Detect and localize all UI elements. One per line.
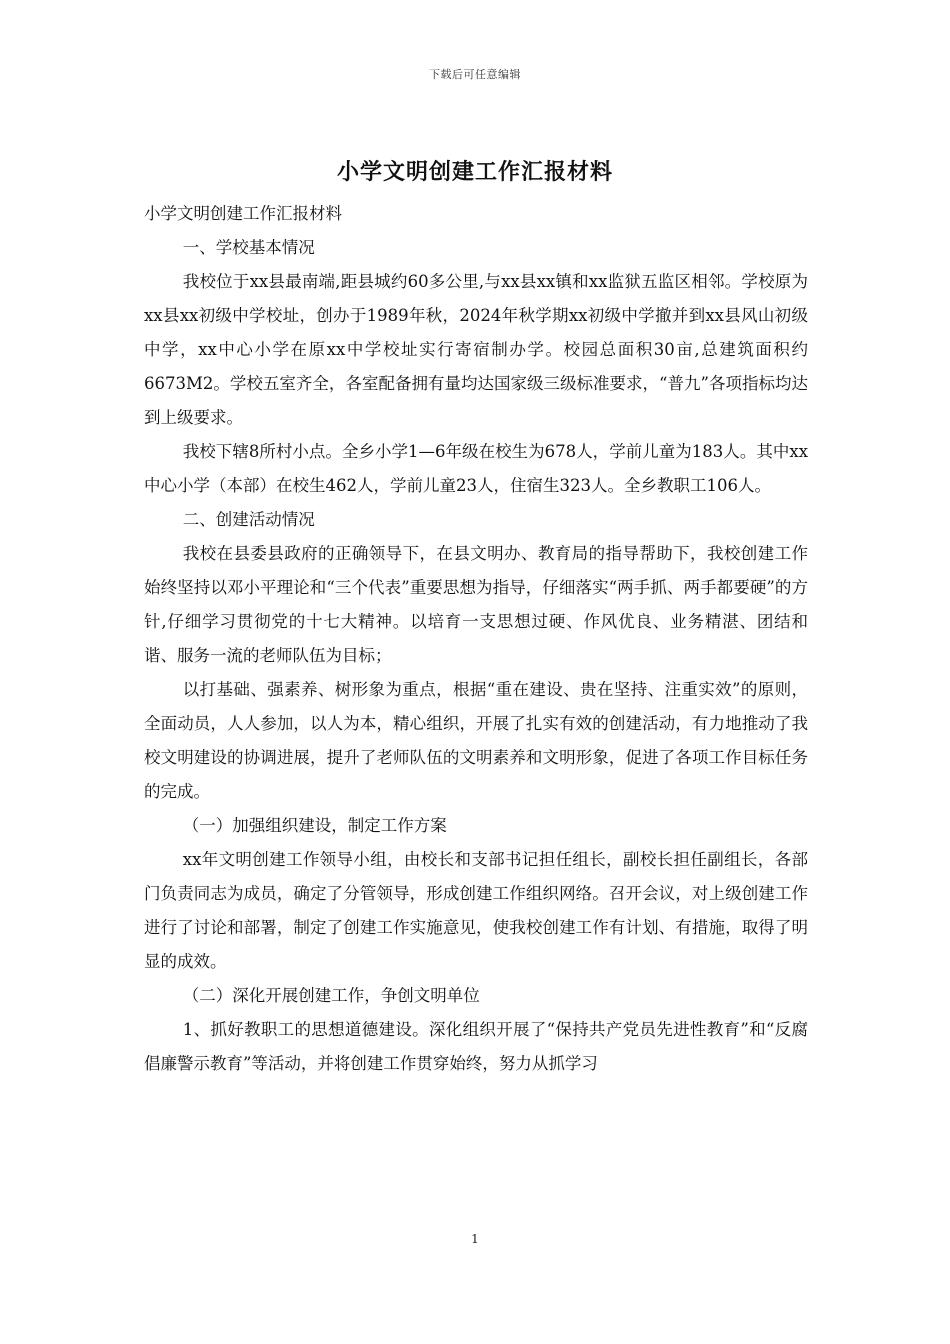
paragraph-principles: 以打基础、强素养、树形象为重点，根据“重在建设、贵在坚持、注重实效”的原则，全面动员，人人参加，以人为本，精心组织，开展了扎实有效的创建活动，有力地推动了我校文明建设的协调进展，提升了老师队伍的文明素养和文明形象，促进了各项工作目标任务的完成。 <box>144 680 808 801</box>
paragraph-leadership-group: xx年文明创建工作领导小组，由校长和支部书记担任组长，副校长担任副组长，各部门负责同志为成员，确定了分管领导，形成创建工作组织网络。召开会议，对上级创建工作进行了讨论和部署，制定了创建工作实施意见，使我校创建工作有计划、有措施，取得了明显的成效。 <box>144 850 808 971</box>
subsection-heading-deepen: （二）深化开展创建工作，争创文明单位 <box>182 986 480 1005</box>
document-body <box>144 197 808 1081</box>
paragraph-guidance: 我校在县委县政府的正确领导下，在县文明办、教育局的指导帮助下，我校创建工作始终坚持以邓小平理论和“三个代表”重要思想为指导，仔细落实“两手抓、两手都要硬”的方针,仔细学习贯彻党的十七大精神。以培育一支思想过硬、作风优良、业务精湛、团结和谐、服务一流的老师队伍为目标； <box>144 544 808 665</box>
document-title: 小学文明创建工作汇报材料 <box>336 159 613 185</box>
paragraph-moral-construction: 1、抓好教职工的思想道德建设。深化组织开展了“保持共产党员先进性教育”和“反腐倡廉警示教育”等活动，并将创建工作贯穿始终，努力从抓学习 <box>144 1020 808 1073</box>
subsection-heading-organization: （一）加强组织建设，制定工作方案 <box>182 816 447 835</box>
section-heading-basic-info: 一、学校基本情况 <box>182 238 315 257</box>
paragraph-school-location: 我校位于xx县最南端,距县城约60多公里,与xx县xx镇和xx监狱五监区相邻。学校原为xx县xx初级中学校址，创办于1989年秋，2024年秋学期xx初级中学撤并到xx县风山初级中学，xx中心小学在原xx中学校址实行寄宿制办学。校园总面积30亩,总建筑面积约6673M2。学校五室齐全，各室配备拥有量均达国家级三级标准要求，“普九”各项指标均达到上级要求。 <box>144 272 808 427</box>
paragraph-student-stats: 我校下辖8所村小点。全乡小学1—6年级在校生为678人，学前儿童为183人。其中xx中心小学（本部）在校生462人，学前儿童23人，住宿生323人。全乡教职工106人。 <box>144 442 808 495</box>
page-number: 1 <box>471 1232 479 1246</box>
header-note: 下载后可任意编辑 <box>429 68 521 81</box>
section-heading-activities: 二、创建活动情况 <box>182 510 315 529</box>
paragraph-subtitle: 小学文明创建工作汇报材料 <box>144 204 342 223</box>
